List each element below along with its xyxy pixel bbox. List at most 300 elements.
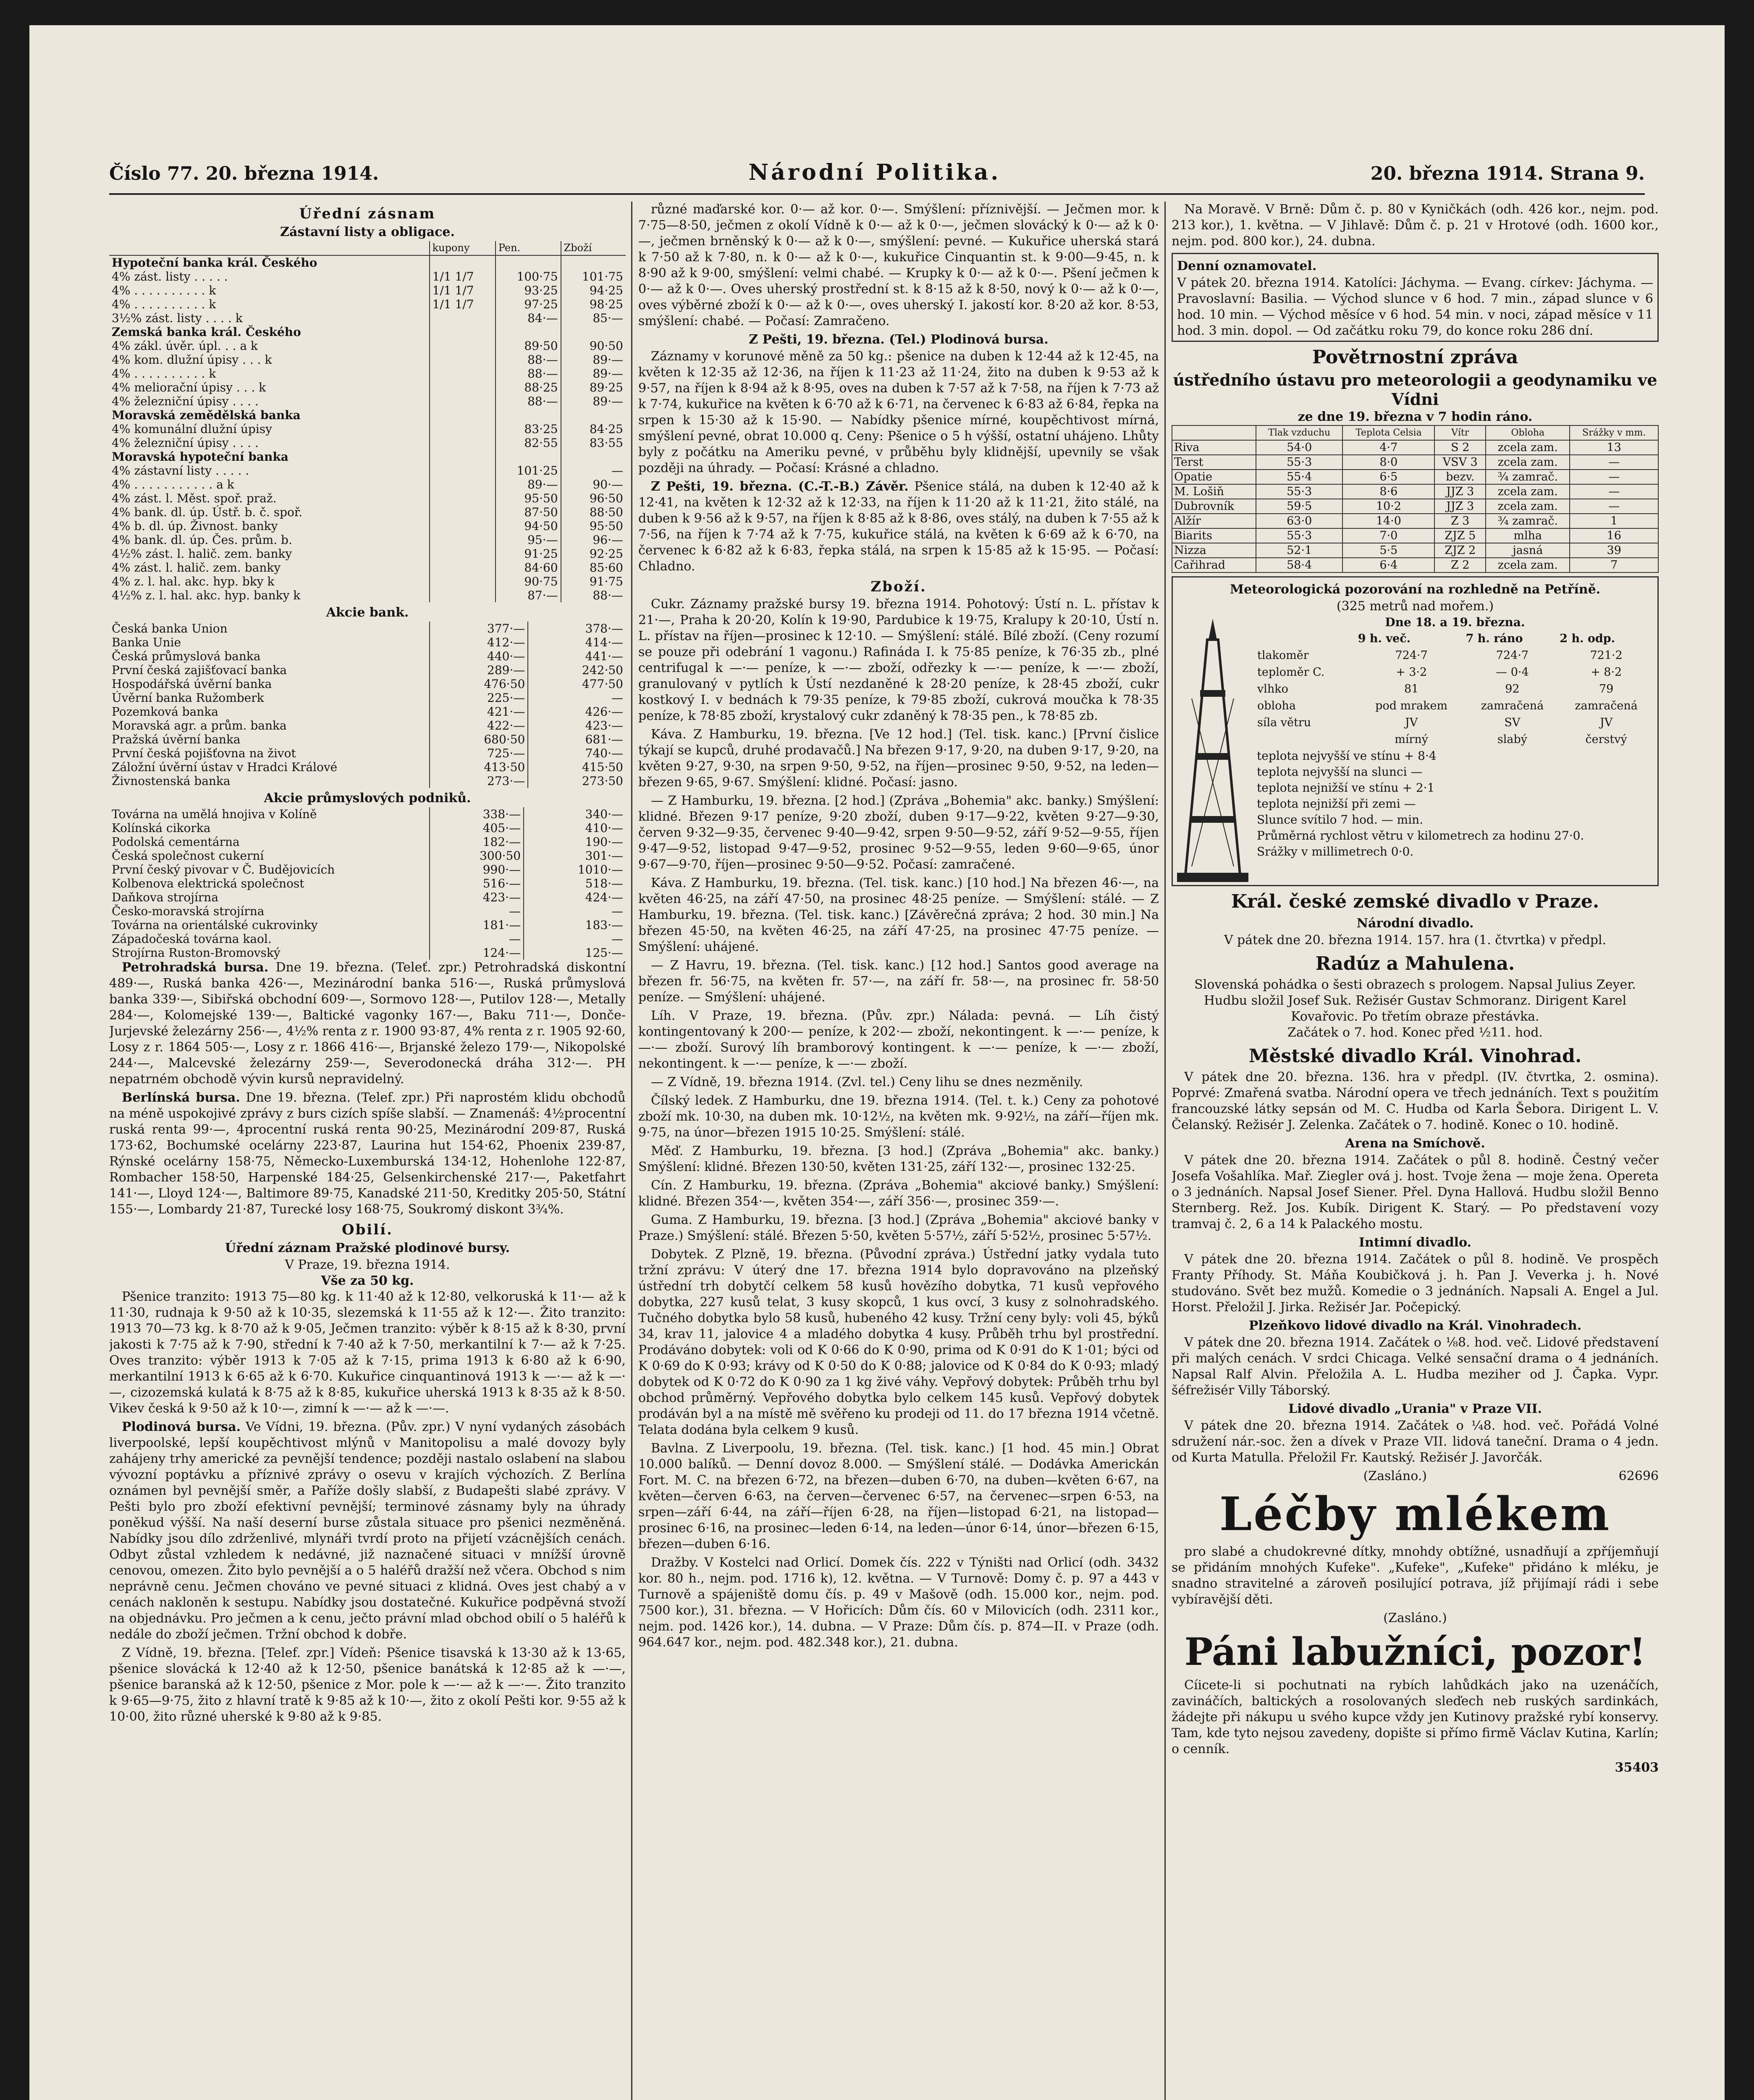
row-label: 4% . . . . . . . . . . . a k (112, 478, 234, 491)
column-header: Zboží (561, 241, 626, 255)
row-value: 97·25 (496, 297, 561, 311)
weather-value: zcela zam. (1486, 455, 1570, 470)
weather-station: Nizza (1172, 543, 1256, 558)
row-label: Kolínská cikorka (112, 821, 211, 835)
weather-row (1172, 470, 1658, 484)
table-row (109, 946, 626, 960)
theatre-title: Král. české zemské divadlo v Praze. (1231, 891, 1599, 912)
weather-value: 6·5 (1342, 470, 1434, 484)
meteo-value: 79 (1599, 682, 1614, 696)
row-value (430, 394, 496, 408)
row-label: První český pivovar v Č. Budějovicích (112, 863, 335, 877)
fish-advert-title: Páni labužníci, pozor! (1184, 1630, 1646, 1674)
row-value: 518·— (524, 877, 626, 890)
havre-report: — Z Havru, 19. března. (Tel. tisk. kanc.) [12 hod.] Santos good average na březen fr. 56·75, na květen fr. 57·—, na září fr. 58·—, na prosinec fr. 58·50 peníze. — Smýšlení: uhájené. (638, 958, 1159, 1005)
weather-subtitle: ústředního ústavu pro meteorologii a geodynamiku ve Vídni (1173, 370, 1657, 409)
meteo-extra (1257, 748, 1653, 860)
row-label: 4% železniční úpisy . . . . (112, 394, 259, 408)
row-value (430, 575, 496, 588)
row-value: 415·50 (528, 760, 626, 774)
arena-text: V pátek dne 20. března 1914. Začátek o půl 8. hodině. Čestný večer Josefa Vošahlíka. Mař. Ziegler ová j. host. Tvoje žena — moje žena. Opereta o 3 jednáních. Napsal Josef Siener. Přel. Dyna Hallová. Hudbu složil Benno Sternberg. Rež. Jos. Kubík. Dirigent K. Starý. — Po představení vozy tramvaj č. 2, 6 a 14 k Palackého mostu. (1172, 1153, 1659, 1231)
table-row (109, 932, 626, 946)
play-time: Začátek o 7. hod. Konec před ½11. hod. (1287, 1025, 1543, 1040)
row-value: 88·50 (561, 505, 626, 519)
row-label: 4% kom. dlužní úpisy . . . k (112, 353, 272, 367)
table-row (109, 774, 626, 788)
row-value (430, 422, 496, 436)
vienna-prices: Z Vídně, 19. března. [Telef. zpr.] Vídeň: Pšenice tisavská k 13·30 až k 13·65, pšenice slovácká k 12·40 až k 12·50, pšenice banátská k 12·85 až k —·—, pšenice baranská až k 12·50, pšenice z Mor. pole k —·— až k —·—. Žito tranzito k 9·65—9·75, žito z hlavní tratě k 9·85 až k 10·—, žito z okolí Pešti kor. 9·55 až k 10·00, žito různé uherské k 9·80 až k 9·85. (109, 1646, 626, 1724)
meteo-data (1257, 614, 1653, 883)
row-value: — (524, 904, 626, 918)
weather-value: — (1570, 455, 1658, 470)
berlin-title: Berlínská bursa. (122, 1090, 240, 1105)
national-theatre-text: V pátek dne 20. března 1914. 157. hra (1. čtvrtka) v předpl. (1224, 933, 1607, 948)
row-value: 440·— (430, 649, 528, 663)
row-value (430, 353, 496, 367)
advert-label-2: (Zasláno.) (1383, 1611, 1447, 1625)
weather-value: 4·7 (1342, 440, 1434, 455)
table-row (109, 561, 626, 575)
row-value (430, 519, 496, 533)
weather-station: Cařihrad (1172, 558, 1256, 572)
table-row (109, 863, 626, 877)
meteo-header (1257, 630, 1358, 647)
table-row (109, 255, 626, 270)
meteo-dates: Dne 18. a 19. března. (1385, 615, 1525, 629)
row-value: 1/1 1/7 (430, 284, 496, 297)
coffee-report: Káva. Z Hamburku, 19. března. [Ve 12 hod.] (Tel. tisk. kanc.) [První čislice týkají se kupců, druhé prodavačů.] Na březen 9·17, 9·20, na duben 9·17, 9·20, na květen 9·27, 9·30, na srpen 9·50, 9·52, na říjen—prosinec 9·50, 9·52, na leden—březen 9·65, 9·67. Smýšlení: klidné. Počasí: jasno. (638, 727, 1159, 790)
meteo-label: tlakoměr (1257, 649, 1309, 662)
intimate-text: V pátek dne 20. března 1914. Začátek o půl 8. hodině. Ve prospěch Franty Příhody. St. Máňa Koubičková j. h. Pan J. Veverka j. h. Nové studováno. Svět bez mužů. Komedie o 3 jednáních. Napsali A. Engel a Jul. Horst. Přeložil J. Jirka. Režisér Jar. Počepický. (1172, 1252, 1659, 1315)
row-value: — (430, 932, 524, 946)
table-row (109, 807, 626, 821)
row-value (430, 505, 496, 519)
masthead: Národní Politika. (748, 160, 1001, 185)
meteo-value: 81 (1404, 682, 1419, 696)
daily-notice-text: V pátek 20. března 1914. Katolíci: Jáchyma. — Evang. církev: Jáchyma. — Pravoslavní: Basilia. — Východ slunce v 6 hod. 7 min., západ slunce v 6 hod. 10 min. — Východ měsíce v 6 hod. 54 min. v noci, západ měsíce v 11 hod. 3 min. dopol. — Od začátku roku 79, do konce roku 286 dní. (1177, 276, 1653, 338)
table-row (109, 719, 626, 732)
row-value: 88·25 (496, 381, 561, 394)
weather-row (1172, 558, 1658, 572)
row-value: 289·— (430, 663, 528, 677)
row-label: Moravská hypoteční banka (112, 450, 288, 464)
column-finance (109, 202, 626, 2100)
weather-value: JJZ 3 (1434, 499, 1486, 514)
weather-value: 58·4 (1256, 558, 1342, 572)
column-header: Pen. (496, 241, 561, 255)
copper-report: Měď. Z Hamburku, 19. března. [3 hod.] (Zpráva „Bohemia" akc. banky.) Smýšlení: klidné. Březen 130·50, květen 131·25, září 132·—, prosinec 132·25. (638, 1144, 1159, 1174)
row-value (430, 450, 496, 464)
row-value: 477·50 (528, 677, 626, 691)
meteo-label: obloha (1257, 699, 1296, 712)
row-value: 426·— (528, 705, 626, 719)
row-value: 90·— (561, 478, 626, 491)
row-label: 4% meliorační úpisy . . . k (112, 381, 266, 394)
header-page: 20. března 1914. Strana 9. (1370, 163, 1645, 184)
weather-value: 54·0 (1256, 440, 1342, 455)
row-label: 4½% z. l. hal. akc. hyp. banky k (112, 588, 301, 602)
row-label: 4% zást. l. Měst. spoř. praž. (112, 491, 277, 505)
weather-value: ZJZ 5 (1434, 528, 1486, 543)
row-label: Továrna na orientálské cukrovinky (112, 918, 318, 932)
grain-subtitle: Úřední záznam Pražské plodinové bursy. (225, 1241, 510, 1255)
grain-unit: Vše za 50 kg. (321, 1273, 414, 1288)
daily-notice-box (1172, 253, 1659, 342)
weather-value: 39 (1570, 543, 1658, 558)
row-value: 423·— (528, 719, 626, 732)
weather-value: 63·0 (1256, 514, 1342, 528)
row-value: — (524, 932, 626, 946)
weather-row (1172, 528, 1658, 543)
pest-title: Z Pešti, 19. března. (Tel.) Plodinová bursa. (749, 332, 1049, 347)
meteo-title: Meteorologická pozorování na rozhledně na Petříně. (1230, 582, 1601, 597)
meteo-row (1257, 714, 1653, 731)
weather-row (1172, 440, 1658, 455)
bank-shares-table (109, 622, 626, 788)
row-label: 4% komunální dlužní úpisy (112, 422, 272, 436)
weather-station: M. Lošiň (1172, 484, 1256, 499)
row-value: 96·— (561, 533, 626, 547)
weather-value: ZJZ 2 (1434, 543, 1486, 558)
table-row (109, 505, 626, 519)
table-row (109, 635, 626, 649)
row-value: — (528, 691, 626, 705)
meteo-body (1177, 614, 1653, 883)
urania-title: Lidové divadlo „Urania" v Praze VII. (1288, 1402, 1542, 1416)
row-value: 85·60 (561, 561, 626, 575)
row-label: 4% . . . . . . . . . . k (112, 297, 216, 311)
row-value: 182·— (430, 835, 524, 849)
row-value: 89·— (561, 394, 626, 408)
table-row (109, 622, 626, 635)
row-value (496, 408, 561, 422)
row-value: 242·50 (528, 663, 626, 677)
column-notices (1172, 202, 1659, 2100)
cotton-report: Bavlna. Z Liverpoolu, 19. března. (Tel. tisk. kanc.) [1 hod. 45 min.] Obrat 10.000 balíků. — Denní dovoz 8.000. — Smýšlení stálé. — Dodávka Americkán Fort. M. C. na březen 6·72, na březen—duben 6·70, na duben—květen 6·67, na květen—červen 6·63, na červen—červenec 6·57, na červenec—srpen 6·53, na srpen—září 6·44, na září—říjen 6·28, na říjen—listopad 6·21, na listopad—prosinec 6·16, na prosinec—leden 6·14, na leden—únor 6·14, únor—březen 6·15, březen—duben 6·16. (638, 1441, 1159, 1551)
berlin-report (109, 1090, 626, 1218)
meteo-row (1257, 681, 1653, 698)
row-value: — (561, 464, 626, 478)
meteo-row (1257, 731, 1653, 748)
row-label: Podolská cementárna (112, 835, 240, 849)
weather-header: Srážky v mm. (1570, 425, 1658, 440)
table-row (109, 760, 626, 774)
meteo-value: pod mrakem (1375, 699, 1448, 712)
row-label: Západočeská továrna kaol. (112, 932, 272, 946)
row-value: 87·50 (496, 505, 561, 519)
weather-header: Tlak vzduchu (1256, 425, 1342, 440)
weather-value: 13 (1570, 440, 1658, 455)
table-row (109, 450, 626, 464)
table-row (109, 533, 626, 547)
advert-label-row (1172, 1468, 1659, 1484)
meteo-value: 92 (1505, 682, 1520, 696)
row-value: 101·25 (496, 464, 561, 478)
meteo-header: 9 h. več. (1358, 632, 1411, 645)
plzen-text: V pátek dne 20. března 1914. Začátek o ⅛8. hod. več. Lidové představení při malých cenách. V srdci Chicaga. Velké sensační drama o 4 jednáních. Napsal Ralf Alvin. Přeložila A. L. Hudba meziher od J. Čapka. Vypr. šéfrežisér Villy Táborský. (1172, 1335, 1659, 1398)
auctions-report: Dražby. V Kostelci nad Orlicí. Domek čís. 222 v Týništi nad Orlicí (odh. 3432 kor. 80 h., nejm. pod. 1716 k), 12. května. — V Turnově: Domy č. p. 97 a 443 v Turnově a spájeniště domu čís. p. 49 v Mašově (odh. 15.000 kor., nejm. pod. 7500 kor.), 31. března. — V Hořicích: Dům čís. 60 v Milovicích (odh. 2311 kor., nejm. pod. 1426 kor.), 14. dubna. — V Praze: Dům čís. p. 874—II. v Praze (odh. 964.647 kor., nejm. pod. 482.348 kor.), 21. dubna. (638, 1555, 1159, 1650)
table-row (109, 918, 626, 932)
row-value: 413·50 (430, 760, 528, 774)
row-value: 476·50 (430, 677, 528, 691)
table-row (109, 422, 626, 436)
row-value (561, 325, 626, 339)
weather-value: zcela zam. (1486, 499, 1570, 514)
table-row (109, 746, 626, 760)
akcie-title: Akcie bank. (326, 605, 409, 620)
coffee-report-3: Káva. Z Hamburku, 19. března. (Tel. tisk. kanc.) [10 hod.] Na březen 46·—, na květen 46·25, na září 47·50, na prosinec 48·25 peníze. — Smýšlení: stálé. — Z Hamburku, 19. března. (Tel. tisk. kanc.) [Závěrečná zpráva; 2 hod. 30 min.] Na březen 45·50, na květen 46·25, na září 47·25, na prosinec 47·75 peníze. — Smýšlení: uhájené. (638, 876, 1159, 954)
row-value (561, 255, 626, 270)
weather-value: — (1570, 499, 1658, 514)
bond-table (109, 241, 626, 602)
row-label: 4% z. l. hal. akc. hyp. bky k (112, 575, 275, 588)
arena-title: Arena na Smíchově. (1345, 1136, 1485, 1151)
row-value: 89·— (496, 478, 561, 491)
row-value: 95·— (496, 533, 561, 547)
row-value: 95·50 (496, 491, 561, 505)
meteo-value: + 3·2 (1396, 666, 1427, 679)
urania-text: V pátek dne 20. března 1914. Začátek o ¼8. hod. več. Pořádá Volné sdružení nár.-soc. žen a dívek v Praze VII. lidová taneční. Drama o 4 jedn. od Kurta Matulla. Přeložil Fr. Kautský. Režisér J. Javorčák. (1172, 1418, 1659, 1465)
table-row (109, 649, 626, 663)
weather-value: mlha (1486, 528, 1570, 543)
weather-date: ze dne 19. března v 7 hodin ráno. (1298, 410, 1533, 424)
meteo-value: 721·2 (1590, 649, 1623, 662)
weather-header: Vítr (1434, 425, 1486, 440)
row-value (496, 325, 561, 339)
row-value (430, 325, 496, 339)
petrograd-text: Dne 19. března. (Teleť. zpr.) Petrohradská diskontní 489·—, Ruská banka 426·—, Mezinárodní banka 516·—, Ruská průmyslová banka 339·—, Sibiřská obchodní 609·—, Sormovo 128·—, Putilov 128·—, Metally 284·—, Kolomejské 139·—, Baltické vagonky 167·—, Baku 711·—, Donče-Jurjevské železárny 256·—, 4½% renta z r. 1900 93·87, 4% renta z r. 1905 92·60, Losy z r. 1864 505·—, Losy z r. 1866 416·—, Brjanské železo 179·—, Nikopolské 244·—, Malcevské železárny 259·—, Severodonecká dráha 312·—. PH nepatrném obchodě vývin kursů nepravidelný. (109, 960, 626, 1087)
row-label: Záložní úvěrní ústav v Hradci Králové (112, 760, 338, 774)
milk-advert-text: pro slabé a chudokrevné dítky, mnohdy obtížné, usnadňují a zpříjemňují se přidáním mnohých Kufeke". „Kufeke", „Kufeke" přidáno k mléku, je snadno stravitelné a zároveň posilující potrava, jíž přijímají rádi i sebe vybíravější děti. (1172, 1544, 1659, 1607)
table-row (109, 877, 626, 890)
weather-value: ¾ zamrač. (1486, 470, 1570, 484)
table-row (109, 478, 626, 491)
row-value: 83·25 (496, 422, 561, 436)
table-row (109, 436, 626, 450)
row-value (430, 478, 496, 491)
row-value (430, 255, 496, 270)
row-value: 273·— (430, 774, 528, 788)
row-value: 90·50 (561, 339, 626, 353)
row-label: 4% b. dl. úp. Živnost. banky (112, 519, 278, 533)
row-label: Česká průmyslová banka (112, 649, 261, 663)
weather-row (1172, 499, 1658, 514)
row-label: Česká společnost cukerní (112, 849, 264, 863)
weather-station: Terst (1172, 455, 1256, 470)
weather-value: 14·0 (1342, 514, 1434, 528)
row-value (496, 450, 561, 464)
row-value: 85·— (561, 311, 626, 325)
row-value: 183·— (524, 918, 626, 932)
row-value: 410·— (524, 821, 626, 835)
meteo-extra-line: teplota nejvyšší na slunci — (1257, 765, 1423, 779)
row-value: 300·50 (430, 849, 524, 863)
meteo-value: čerstvý (1585, 733, 1627, 746)
table-heading: Zástavní listy a obligace. (280, 225, 455, 239)
industrial-shares-table (109, 807, 626, 960)
meteo-extra-line: Průměrná rychlost větru v kilometrech za hodinu 27·0. (1257, 829, 1584, 843)
row-label: Pozemková banka (112, 705, 218, 719)
row-label: 4% železniční úpisy . . . . (112, 436, 259, 450)
row-value: 680·50 (430, 732, 528, 746)
table-row (109, 408, 626, 422)
row-label: Pražská úvěrní banka (112, 732, 241, 746)
weather-value: 5·5 (1342, 543, 1434, 558)
tin-report: Cín. Z Hamburku, 19. března. (Zpráva „Bohemia" akciové banky.) Smýšlení: klidné. Březen 354·—, květen 354·—, září 356·—, prosinec 359·—. (638, 1178, 1159, 1209)
row-label: Kolbenova elektrická společnost (112, 877, 304, 890)
advert-label: (Zasláno.) (1363, 1469, 1427, 1483)
row-value: 424·— (524, 890, 626, 904)
table-row (109, 381, 626, 394)
fish-advert-number: 35403 (1615, 1760, 1659, 1775)
row-value: 90·75 (496, 575, 561, 588)
weather-row (1172, 455, 1658, 470)
grain-title: Obilí. (342, 1221, 393, 1238)
pest2-report (638, 479, 1159, 575)
row-value: 93·25 (496, 284, 561, 297)
row-value: 89·50 (496, 339, 561, 353)
goods-title: Zboží. (870, 578, 927, 595)
row-label: První česká zajišťovací banka (112, 663, 287, 677)
row-label: Česko-moravská strojírna (112, 904, 265, 918)
petrin-tower-illustration (1177, 614, 1248, 883)
column-commodities (638, 202, 1159, 2100)
row-value: 100·75 (496, 270, 561, 284)
weather-header: Teplota Celsia (1342, 425, 1434, 440)
table-row (109, 588, 626, 602)
weather-station: Dubrovník (1172, 499, 1256, 514)
row-label: Továrna na umělá hnojiva v Kolíně (112, 807, 317, 821)
row-value (496, 255, 561, 270)
table-row (109, 904, 626, 918)
daily-notice-title: Denní oznamovatel. (1177, 259, 1317, 273)
weather-value: 8·6 (1342, 484, 1434, 499)
weather-value: JJZ 3 (1434, 484, 1486, 499)
table-row (109, 835, 626, 849)
weather-row (1172, 543, 1658, 558)
weather-row (1172, 514, 1658, 528)
plzen-title: Plzeňkovo lidové divadlo na Král. Vinohradech. (1248, 1318, 1582, 1333)
row-value: 301·— (524, 849, 626, 863)
meteo-value: slabý (1497, 733, 1527, 746)
weather-value: 59·5 (1256, 499, 1342, 514)
weather-value: 55·3 (1256, 528, 1342, 543)
row-label: 4% bank. dl. úp. Ústř. b. č. spoř. (112, 505, 303, 519)
vienna-title: Plodinová bursa. (122, 1420, 241, 1434)
row-value: 378·— (528, 622, 626, 635)
vienna-report (109, 1419, 626, 1643)
row-value (430, 561, 496, 575)
meteo-value: JV (1405, 716, 1418, 729)
weather-value: 55·3 (1256, 455, 1342, 470)
spirit-report-2: — Z Vídně, 19. března 1914. (Zvl. tel.) Ceny lihu se dnes nezměnily. (651, 1075, 1083, 1089)
weather-value: 55·3 (1256, 484, 1342, 499)
coffee-report-2: — Z Hamburku, 19. března. [2 hod.] (Zpráva „Bohemia" akc. banky.) Smýšlení: klidné. Březen 9·17 peníze, 9·20 zboží, duben 9·17—9·22, květen 9·27—9·30, červen 9·32—9·35, červenec 9·40—9·42, srpen 9·50—9·52, září 9·52—9·55, říjen 9·47—9·52, listopad 9·47—9·52, prosinec 9·52—9·55, leden 9·60—9·65, únor 9·67—9·70, říjen—prosinec 9·50—9·52. Počasí: zamračené. (638, 793, 1159, 872)
table-row (109, 284, 626, 297)
weather-value: zcela zam. (1486, 484, 1570, 499)
row-value: 423·— (430, 890, 524, 904)
row-value (430, 464, 496, 478)
table-row (109, 849, 626, 863)
saltpeter-report: Čílský ledek. Z Hamburku, dne 19. března 1914. (Tel. t. k.) Ceny za pohotové zboží mk. 10·30, na duben mk. 10·12½, na květen mk. 9·92½, na září—říjen mk. 9·75, na únor—březen 1915 10·25. Smýšlení: stálé. (638, 1093, 1159, 1140)
meteo-value: mírný (1395, 733, 1429, 746)
row-value: 91·75 (561, 575, 626, 588)
vienna-text: Ve Vídni, 19. března. (Pův. zpr.) V nyní vydaných zásobách liverpoolské, lepší koupěchtivost mlýnů v Manitopolisu a malé dovozy byly zahájeny trhy americké za pevnější tendence; později nastalo oslabení na slabou vývozní poptávku a příznivé zprávy o osevu v krajích výchozích. Z Berlína oznámen byl pevnější směr, a Paříže došly slabší, z Budapešti slabé zprávy. V Pešti bylo pro zboží efektivní pevnější; terminové zásnamy byly na úhrady poněkud výšší. Na naší deserní burse zůstala situace pro pšenici nezměněná. Nabídky jsou dílo zdrženlivé, mlynáři tvrdí proto na přijetí vzácnějších cenách. Odbyt zůstal vzhledem k nedávné, již naznačené situaci v mnížší úrovně cenovou, omezen. Žito bylo pevnější a o 5 haléřů dražší než včera. Obchod s nim neprávně cenu. Ječmen chováno ve pevné situaci z klidná. Oves jest chabý a v cenách nakloněn k sestupu. Nabídky jsou dostatečné. Kukuřice podpěvná stvoží na objednávku. Pro ječmen a k cenu, ječto právní mlad obchod obilí o 5 haléřů k nedále do zboží ječmen. Tržní obchod k dobře. (109, 1420, 626, 1642)
row-label: 4½% zást. l. halič. zem. banky (112, 547, 292, 561)
row-label: Moravská agr. a prům. banka (112, 719, 287, 732)
table-row (109, 663, 626, 677)
row-value: 82·55 (496, 436, 561, 450)
pest-text: Záznamy v korunové měně za 50 kg.: pšenice na duben k 12·44 až k 12·45, na květen k 12·35 až 12·36, na říjen k 11·23 až 11·24, žito na duben k 9·53 až k 9·57, na říjen k 8·94 až k 8·95, oves na duben k 7·57 až k 7·58, na říjen k 7·73 až k 7·74, kukuřice na květen k 6·70 až k 6·71, na červenec k 6·83 až 6·84, řepka na srpen k 15·30 až k 15·90. — Nabídky pšenice mírné, koupěchtivost mírná, smýšlení pevné, obrat 10.000 q. Ceny: Pšenice o 5 h výšší, ostatní uhájeno. Lhůty byly z počátku na Ameriku pevné, v průběhu byly klidnější, upevnily se však později na úhrady. — Počasí: Krásné a chladno. (638, 349, 1159, 475)
table-row (109, 394, 626, 408)
pest2-title: Z Pešti, 19. března. (C.-T.-B.) Závěr. (651, 479, 909, 494)
sugar-report: Cukr. Záznamy pražské bursy 19. března 1914. Pohotový: Ústí n. L. přístav k 21·—, Praha k 20·20, Kolín k 19·90, Pardubice k 19·75, Kralupy k 20·10, Ústí n. L. přístav na říjen—prosinec k 12·10. — Smýšlení: stálé. Bílé zboží. (Ceny rozumí se pouze při odebrání 1 vagonu.) Rafináda I. k 75·85 peníze, k 76·35 zb., plné centrifugal k —·— peníze, k —·— zboží, odřezky k —·— peníze, k —·— zboží, granulovaný v pytlích k Ústí nezdaněné k 28·20 peníze, k 28·45 zboží, cukr kostkový I. v bednách k 79·35 peníze, k 79·85 zboží, cukrová moučka k 78·35 peníze, k 78·85 zboží, krystalový cukr zdaněný k 78·35 pen., k 78·85 zb. (638, 597, 1159, 723)
weather-value: 16 (1570, 528, 1658, 543)
row-label: Daňkova strojírna (112, 890, 219, 904)
column-header: kupony (430, 241, 496, 255)
row-value: 88·— (496, 367, 561, 381)
row-value: 87·— (496, 588, 561, 602)
table-row (109, 339, 626, 353)
meteo-box (1172, 576, 1659, 886)
petrograd-title: Petrohradská bursa. (122, 960, 269, 975)
row-label: Moravská zemědělská banka (112, 408, 301, 422)
intimate-title: Intimní divadlo. (1358, 1235, 1472, 1250)
row-value (430, 408, 496, 422)
table-row (109, 367, 626, 381)
table-row (109, 270, 626, 284)
weather-header: Obloha (1486, 425, 1570, 440)
row-value: 414·— (528, 635, 626, 649)
meteo-value: JV (1599, 716, 1613, 729)
meteo-table (1257, 630, 1653, 748)
row-value: 83·55 (561, 436, 626, 450)
weather-value: zcela zam. (1486, 558, 1570, 572)
meteo-extra-line: teplota nejvyšší ve stínu + 8·4 (1257, 749, 1437, 763)
grain-prices: Pšenice tranzito: 1913 75—80 kg. k 11·40 až k 12·80, velkoruská k 11·— až k 11·30, rudnaja k 9·50 až k 10·35, slezemská k 11·55 až k 12·—. Žito tranzito: 1913 70—73 kg. k 8·70 až k 9·05, Ječmen tranzito: výběr k 8·15 až k 8·30, první jakosti k 7·75 až k 7·90, střední k 7·40 až k 7·50, merkantilní k 7·— až k 7·25. Oves tranzito: výběr 1913 k 7·05 až k 7·15, prima 1913 k 6·80 až k 6·90, merkantilní 1913 k 6·65 až k 6·70. Kukuřice cinquantinová 1913 k —·— až k —·—, cizozemská kulatá k 8·75 až k 8·85, kukuřice uherská 1913 k 8·35 až k 8·50. Vikev česká k 9·50 až k 10·—, zimní k —·— až k —·—. (109, 1289, 626, 1416)
row-value: 421·— (430, 705, 528, 719)
row-value: 101·75 (561, 270, 626, 284)
row-label: Hospodářská úvěrní banka (112, 677, 272, 691)
row-label: Strojírna Ruston-Bromovský (112, 946, 281, 960)
meteo-label (1257, 731, 1358, 748)
table-row (109, 705, 626, 719)
weather-value: VSV 3 (1434, 455, 1486, 470)
row-value: 681·— (528, 732, 626, 746)
row-value: 84·60 (496, 561, 561, 575)
national-theatre-title: Národní divadlo. (1356, 916, 1474, 931)
meteo-header: 2 h. odp. (1560, 632, 1615, 645)
weather-value: jasná (1486, 543, 1570, 558)
moravia-auctions: Na Moravě. V Brně: Dům č. p. 80 v Kyničkách (odh. 426 kor., nejm. pod. 213 kor.), 1. května. — V Jihlavě: Dům č. p. 21 v Hrotové (odh. 1600 kor., nejm. pod. 800 kor.), 24. dubna. (1172, 202, 1659, 249)
play-title: Radúz a Mahulena. (1315, 953, 1515, 974)
meteo-value: 724·7 (1496, 649, 1529, 662)
row-value (430, 588, 496, 602)
meteo-label: síla větru (1257, 716, 1311, 729)
meteo-extra-line: Srážky v millimetrech 0·0. (1257, 845, 1414, 858)
row-value: 88·— (496, 353, 561, 367)
row-value (561, 450, 626, 464)
meteo-value: SV (1504, 716, 1521, 729)
meteo-label: vlhko (1257, 682, 1288, 696)
row-value: 89·25 (561, 381, 626, 394)
row-value: 1010·— (524, 863, 626, 877)
spirit-report: Líh. V Praze, 19. března. (Pův. zpr.) Nálada: pevná. — Líh čistý kontingentovaný k 200·— peníze, k 202·— zboží, nekontingent. k —·— peníze, k —·— zboží. Surový líh bramborový kontingent. k —·— peníze, k —·— zboží, nekontingent. k —·— peníze, k —·— zboží. (638, 1008, 1159, 1071)
weather-station: Biarits (1172, 528, 1256, 543)
weather-value: Z 2 (1434, 558, 1486, 572)
row-value (430, 311, 496, 325)
row-value: 92·25 (561, 547, 626, 561)
